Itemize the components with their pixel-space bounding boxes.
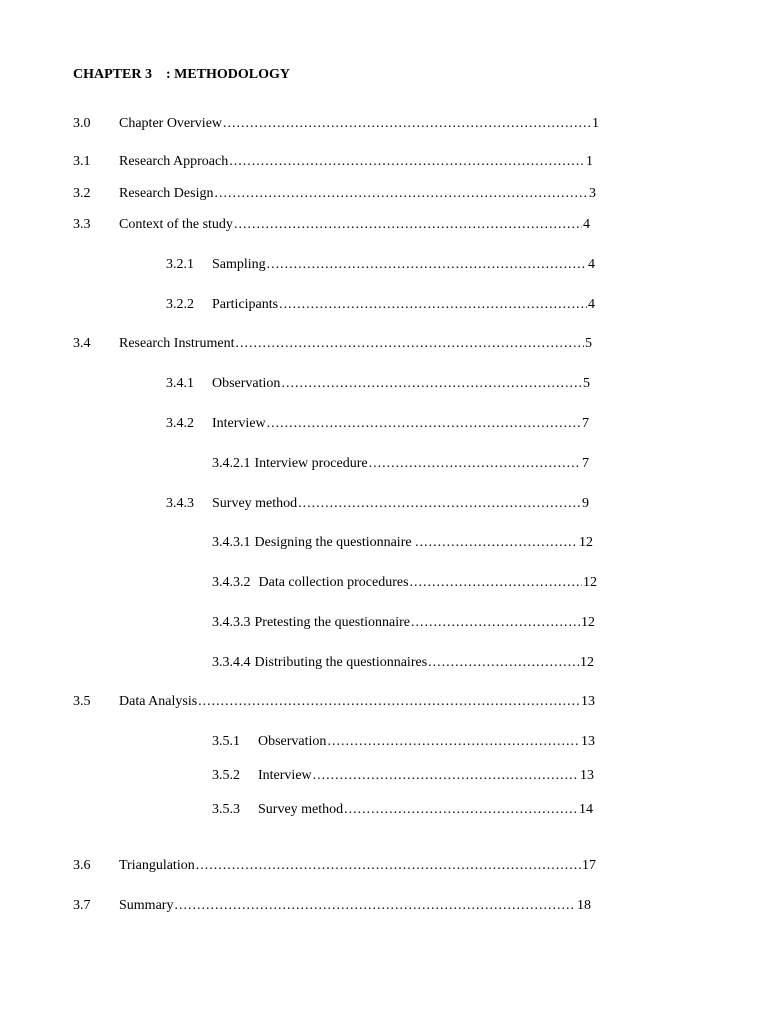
toc-entry-number: 3.4 [73,336,91,351]
toc-entry-title: Pretesting the questionnaire [254,615,411,630]
toc-entry [73,693,595,711]
toc-entry-number: 3.2.1 [166,257,194,272]
toc-entry-page: 4 [588,257,595,272]
toc-leader-dots [229,153,585,171]
toc-entry-title: Triangulation [119,858,195,873]
toc-entry-title: Data collection procedures [258,575,409,590]
toc-entry-page: 12 [579,535,593,550]
toc-entry [73,216,590,234]
toc-entry [212,801,593,819]
toc-entry [212,654,594,672]
toc-entry [166,296,595,314]
toc-entry [166,415,589,433]
toc-entry [166,375,590,393]
toc-entry-page: 12 [581,615,595,630]
toc-entry-page: 4 [583,217,590,232]
toc-entry [73,857,596,875]
toc-entry-title: Distributing the questionnaires [254,655,428,670]
toc-entry-number: 3.7 [73,898,91,913]
toc-leader-dots [410,574,582,592]
toc-leader-dots [281,375,582,393]
toc-entry-page: 13 [581,734,595,749]
toc-entry-page: 1 [586,154,593,169]
toc-leader-dots [174,897,576,915]
toc-entry-page: 18 [577,898,591,913]
toc-leader-dots [267,415,581,433]
toc-entry-title: Interview [212,416,266,431]
toc-entry-title: Interview [258,768,312,783]
toc-entry-title: Data Analysis [119,694,198,709]
toc-entry-title: Participants [212,297,279,312]
toc-entry-number: 3.4.2 [166,416,194,431]
toc-leader-dots [327,733,580,751]
toc-entry-page: 14 [579,802,593,817]
toc-leader-dots [369,455,581,473]
toc-leader-dots [267,256,587,274]
toc-entry-number: 3.4.3.1 [212,535,251,550]
toc-entry-title: Survey method [212,496,298,511]
chapter-title: : METHODOLOGY [165,67,291,82]
toc-entry-number: 3.5.2 [212,768,240,783]
toc-entry-title: Interview procedure [254,456,368,471]
toc-entry [212,455,589,473]
toc-leader-dots [235,335,584,353]
toc-leader-dots [344,801,578,819]
toc-entry-number: 3.5.3 [212,802,240,817]
toc-entry-title: Observation [212,376,281,391]
toc-entry-number: 3.1 [73,154,91,169]
toc-entry-number: 3.4.3 [166,496,194,511]
toc-entry-page: 9 [582,496,589,511]
toc-entry-page: 17 [582,858,596,873]
toc-entry-page: 7 [582,456,589,471]
toc-entry [212,534,593,552]
toc-entry-title: Survey method [258,802,344,817]
toc-entry [73,897,591,915]
toc-entry-number: 3.0 [73,116,91,131]
toc-entry [166,495,589,513]
toc-entry [212,733,595,751]
toc-leader-dots [420,534,578,552]
toc-entry-title: Research Instrument [119,336,235,351]
toc-entry-number: 3.6 [73,858,91,873]
toc-entry-page: 3 [589,186,596,201]
toc-leader-dots [223,115,591,133]
toc-leader-dots [411,614,580,632]
toc-entry-number: 3.4.3.3 [212,615,251,630]
toc-entry-number: 3.3 [73,217,91,232]
toc-entry [73,153,593,171]
toc-entry-title: Designing the questionnaire . [254,535,419,550]
toc-leader-dots [298,495,581,513]
toc-entry-page: 1 [592,116,599,131]
toc-entry-page: 12 [580,655,594,670]
toc-entry [212,574,597,592]
toc-entry-title: Research Approach [119,154,229,169]
toc-entry-number: 3.2.2 [166,297,194,312]
toc-entry-number: 3.2 [73,186,91,201]
toc-entry [73,115,599,133]
toc-leader-dots [198,693,580,711]
toc-entry-title: Sampling [212,257,266,272]
toc-entry-page: 13 [581,694,595,709]
toc-leader-dots [279,296,587,314]
toc-entry [212,767,594,785]
toc-entry-number: 3.4.2.1 [212,456,251,471]
toc-leader-dots [313,767,579,785]
toc-entry-number: 3.3.4.4 [212,655,251,670]
toc-entry [212,614,595,632]
toc-entry [73,335,592,353]
toc-entry-page: 5 [585,336,592,351]
toc-entry-page: 13 [580,768,594,783]
toc-entry-title: Observation [258,734,327,749]
toc-entry-title: Research Design [119,186,214,201]
toc-leader-dots [234,216,582,234]
toc-entry-page: 4 [588,297,595,312]
toc-leader-dots [214,185,588,203]
toc-entry-title: Context of the study [119,217,233,232]
toc-entry [73,185,596,203]
toc-entry-page: 5 [583,376,590,391]
toc-leader-dots [196,857,581,875]
toc-entry-title: Summary [119,898,174,913]
toc-entry-number: 3.5 [73,694,91,709]
toc-entry-title: Chapter Overview [119,116,223,131]
toc-entry-page: 12 [583,575,597,590]
toc-entry-number: 3.5.1 [212,734,240,749]
toc-entry-number: 3.4.3.2 [212,575,251,590]
toc-entry [166,256,595,274]
toc-entry-number: 3.4.1 [166,376,194,391]
toc-entry-page: 7 [582,416,589,431]
toc-leader-dots [428,654,579,672]
chapter-label: CHAPTER 3 [73,67,152,82]
chapter-heading [73,67,290,83]
